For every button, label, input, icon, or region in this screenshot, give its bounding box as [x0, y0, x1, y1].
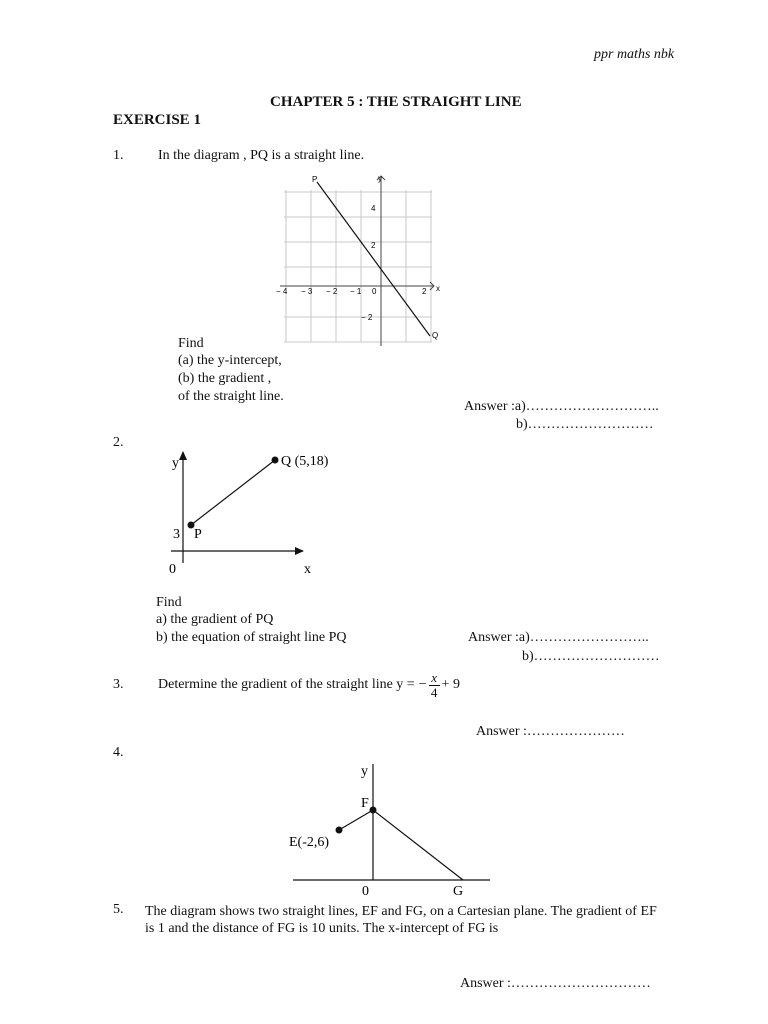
q3-tail: + 9 — [441, 677, 461, 692]
q4-label-g: G — [453, 884, 464, 899]
q3-answer: Answer :………………… — [476, 724, 625, 739]
q5-answer: Answer :………………………… — [460, 976, 651, 991]
q4-line-ef — [339, 810, 373, 830]
q2-number: 2. — [113, 435, 124, 450]
q1-answer-a: Answer :a)……………………….. — [464, 399, 659, 414]
q5-line2: is 1 and the distance of FG is 10 units. The x-intercept of FG is — [145, 921, 499, 936]
q2-find: Find — [156, 595, 182, 610]
q2-label-3: 3 — [173, 527, 180, 542]
q1-y-tick-4: 4 — [371, 204, 376, 213]
q1-label-y: y — [378, 174, 382, 183]
q1-x-tick-label: − 1 — [350, 287, 362, 296]
q1-x-tick-label: 2 — [422, 287, 427, 296]
q2-label-q: Q (5,18) — [281, 454, 329, 469]
q1-x-tick-label: − 3 — [301, 287, 313, 296]
q4-line-fg — [373, 810, 463, 880]
chapter-title: CHAPTER 5 : THE STRAIGHT LINE — [270, 94, 522, 110]
q5-number: 5. — [113, 902, 124, 917]
q4-label-origin: 0 — [362, 884, 369, 899]
q4-number: 4. — [113, 745, 124, 760]
q3-fraction — [429, 671, 440, 700]
q2-part-b: b) the equation of straight line PQ — [156, 630, 347, 645]
q1-x-tick-label: − 4 — [276, 287, 288, 296]
q2-label-y: y — [172, 456, 179, 471]
q4-graph — [285, 758, 500, 898]
q3-frac-den: 4 — [430, 684, 438, 700]
q1-number: 1. — [113, 148, 124, 163]
q1-find: Find — [178, 336, 204, 351]
q4-label-f: F — [361, 796, 369, 811]
q2-part-a: a) the gradient of PQ — [156, 612, 274, 627]
header-credit: ppr maths nbk — [594, 47, 675, 62]
q2-graph — [165, 448, 345, 578]
q3-number: 3. — [113, 677, 124, 692]
q3-prompt: Determine the gradient of the straight line y = — [158, 677, 415, 692]
exercise-title: EXERCISE 1 — [113, 112, 201, 128]
q3-frac-sign: − — [418, 677, 427, 692]
q2-label-origin: 0 — [169, 562, 176, 577]
q2-x-arrow — [295, 547, 304, 555]
q1-answer-b: b)……………………… — [516, 417, 654, 432]
q4-label-y: y — [361, 764, 368, 779]
q1-x-tick-label: 0 — [372, 287, 377, 296]
q1-y-tick-2: 2 — [371, 241, 376, 250]
q2-y-arrow — [179, 451, 187, 460]
q1-x-tick-label: − 2 — [326, 287, 338, 296]
q1-part-a: (a) the y-intercept, — [178, 353, 282, 368]
q2-line-pq — [191, 460, 275, 525]
q1-part-b: (b) the gradient , — [178, 371, 272, 386]
q3-prompt-row — [158, 667, 460, 703]
q2-answer-b: b)……………………… — [522, 649, 660, 664]
q1-grid — [284, 190, 432, 342]
q1-label-p: P — [312, 175, 318, 184]
q1-prompt: In the diagram , PQ is a straight line. — [158, 148, 365, 163]
q2-answer-a: Answer :a)…………………….. — [468, 630, 649, 645]
q1-tail: of the straight line. — [178, 389, 284, 404]
q4-point-f — [370, 807, 377, 814]
q1-label-q: Q — [432, 331, 439, 340]
q5-line1: The diagram shows two straight lines, EF and FG, on a Cartesian plane. The gradient of EF — [145, 904, 657, 919]
q3-frac-num: x — [431, 669, 437, 685]
q1-axes — [280, 176, 434, 346]
q4-label-e: E(-2,6) — [289, 835, 330, 850]
q4-point-e — [336, 827, 343, 834]
q2-label-p: P — [194, 527, 202, 542]
q1-label-x: x — [436, 284, 440, 293]
q1-graph — [270, 172, 450, 352]
q2-point-q — [272, 457, 279, 464]
q1-y-tick-m2: − 2 — [361, 313, 373, 322]
q2-label-x: x — [304, 562, 311, 577]
